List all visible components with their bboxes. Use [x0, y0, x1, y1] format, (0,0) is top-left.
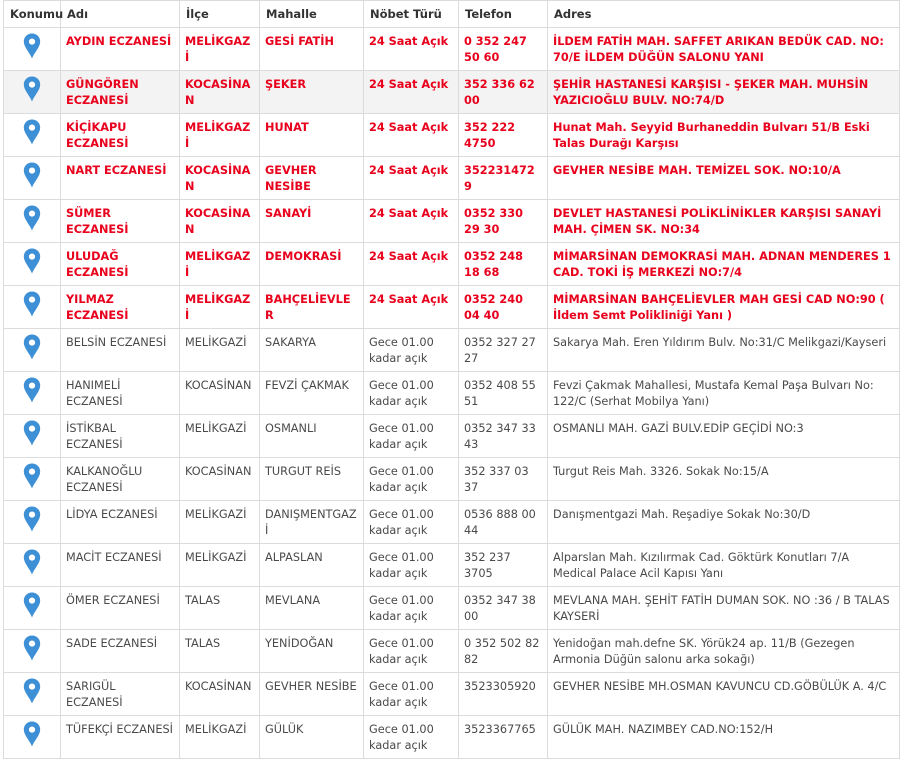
map-pin-icon[interactable]: [23, 291, 41, 317]
address-cell: Danışmentgazi Mah. Reşadiye Sokak No:30/D: [548, 501, 900, 544]
neighborhood-cell: SAKARYA: [260, 329, 364, 372]
pharmacy-name: AYDIN ECZANESİ: [61, 28, 180, 71]
neighborhood-cell: MEVLANA: [260, 587, 364, 630]
table-row: [4, 587, 900, 630]
duty-type-cell: Gece 01.00 kadar açık: [364, 587, 459, 630]
table-row: [4, 716, 900, 759]
neighborhood-cell: YENİDOĞAN: [260, 630, 364, 673]
location-cell: [4, 716, 61, 759]
duty-type-cell: 24 Saat Açık: [364, 28, 459, 71]
neighborhood-cell: TURGUT REİS: [260, 458, 364, 501]
pharmacy-name: SÜMER ECZANESİ: [61, 200, 180, 243]
neighborhood-cell: BAHÇELİEVLER: [260, 286, 364, 329]
district-cell: KOCASİNAN: [180, 71, 260, 114]
phone-cell: 0352 327 27 27: [459, 329, 548, 372]
location-cell: [4, 458, 61, 501]
phone-cell: 0 352 502 82 82: [459, 630, 548, 673]
location-cell: [4, 501, 61, 544]
neighborhood-cell: DEMOKRASİ: [260, 243, 364, 286]
location-cell: [4, 114, 61, 157]
pharmacy-name: KALKANOĞLU ECZANESİ: [61, 458, 180, 501]
column-header-phone: Telefon: [459, 1, 548, 28]
phone-cell: 352 337 03 37: [459, 458, 548, 501]
neighborhood-cell: ALPASLAN: [260, 544, 364, 587]
map-pin-icon[interactable]: [23, 334, 41, 360]
district-cell: MELİKGAZİ: [180, 544, 260, 587]
duty-type-cell: 24 Saat Açık: [364, 71, 459, 114]
pharmacy-name: TÜFEKÇİ ECZANESİ: [61, 716, 180, 759]
table-row: [4, 114, 900, 157]
address-cell: İLDEM FATİH MAH. SAFFET ARIKAN BEDÜK CAD. NO: 70/E İLDEM DÜĞÜN SALONU YANI: [548, 28, 900, 71]
duty-type-cell: Gece 01.00 kadar açık: [364, 415, 459, 458]
address-cell: MİMARSİNAN DEMOKRASİ MAH. ADNAN MENDERES 1 CAD. TOKİ İŞ MERKEZİ NO:7/4: [548, 243, 900, 286]
address-cell: Turgut Reis Mah. 3326. Sokak No:15/A: [548, 458, 900, 501]
table-row: [4, 415, 900, 458]
location-cell: [4, 157, 61, 200]
district-cell: TALAS: [180, 630, 260, 673]
pharmacy-name: NART ECZANESİ: [61, 157, 180, 200]
pharmacy-table: [3, 0, 900, 759]
pharmacy-name: KİÇİKAPU ECZANESİ: [61, 114, 180, 157]
column-header-location: Konumu: [4, 1, 61, 28]
address-cell: GEVHER NESİBE MH.OSMAN KAVUNCU CD.GÖBÜLÜK A. 4/C: [548, 673, 900, 716]
map-pin-icon[interactable]: [23, 76, 41, 102]
duty-type-cell: Gece 01.00 kadar açık: [364, 458, 459, 501]
column-header-duty-type: Nöbet Türü: [364, 1, 459, 28]
district-cell: MELİKGAZİ: [180, 286, 260, 329]
pharmacy-name: YILMAZ ECZANESİ: [61, 286, 180, 329]
column-header-neighborhood: Mahalle: [260, 1, 364, 28]
address-cell: GEVHER NESİBE MAH. TEMİZEL SOK. NO:10/A: [548, 157, 900, 200]
location-cell: [4, 630, 61, 673]
map-pin-icon[interactable]: [23, 248, 41, 274]
phone-cell: 0536 888 00 44: [459, 501, 548, 544]
district-cell: KOCASİNAN: [180, 673, 260, 716]
location-cell: [4, 372, 61, 415]
location-cell: [4, 286, 61, 329]
table-row: [4, 458, 900, 501]
duty-type-cell: Gece 01.00 kadar açık: [364, 329, 459, 372]
pharmacy-name: GÜNGÖREN ECZANESİ: [61, 71, 180, 114]
phone-cell: 0352 330 29 30: [459, 200, 548, 243]
duty-type-cell: Gece 01.00 kadar açık: [364, 673, 459, 716]
neighborhood-cell: GESİ FATİH: [260, 28, 364, 71]
neighborhood-cell: HUNAT: [260, 114, 364, 157]
pharmacy-name: ÖMER ECZANESİ: [61, 587, 180, 630]
map-pin-icon[interactable]: [23, 205, 41, 231]
neighborhood-cell: GEVHER NESİBE: [260, 673, 364, 716]
map-pin-icon[interactable]: [23, 592, 41, 618]
location-cell: [4, 28, 61, 71]
district-cell: MELİKGAZİ: [180, 716, 260, 759]
duty-type-cell: Gece 01.00 kadar açık: [364, 501, 459, 544]
location-cell: [4, 200, 61, 243]
pharmacy-name: LİDYA ECZANESİ: [61, 501, 180, 544]
map-pin-icon[interactable]: [23, 635, 41, 661]
district-cell: MELİKGAZİ: [180, 28, 260, 71]
neighborhood-cell: DANIŞMENTGAZİ: [260, 501, 364, 544]
address-cell: MİMARSİNAN BAHÇELİEVLER MAH GESİ CAD NO:90 ( İldem Semt Polikliniği Yanı ): [548, 286, 900, 329]
table-row: [4, 501, 900, 544]
duty-type-cell: Gece 01.00 kadar açık: [364, 544, 459, 587]
table-row: [4, 329, 900, 372]
pharmacy-name: BELSİN ECZANESİ: [61, 329, 180, 372]
column-header-district: İlçe: [180, 1, 260, 28]
neighborhood-cell: OSMANLI: [260, 415, 364, 458]
phone-cell: 0352 248 18 68: [459, 243, 548, 286]
address-cell: Sakarya Mah. Eren Yıldırım Bulv. No:31/C Melikgazi/Kayseri: [548, 329, 900, 372]
neighborhood-cell: FEVZİ ÇAKMAK: [260, 372, 364, 415]
district-cell: KOCASİNAN: [180, 458, 260, 501]
phone-cell: 0352 408 55 51: [459, 372, 548, 415]
location-cell: [4, 544, 61, 587]
table-row: [4, 200, 900, 243]
district-cell: MELİKGAZİ: [180, 243, 260, 286]
duty-type-cell: 24 Saat Açık: [364, 114, 459, 157]
location-cell: [4, 243, 61, 286]
table-row: [4, 71, 900, 114]
address-cell: OSMANLI MAH. GAZİ BULV.EDİP GEÇİDİ NO:3: [548, 415, 900, 458]
district-cell: MELİKGAZİ: [180, 415, 260, 458]
phone-cell: 352 336 62 00: [459, 71, 548, 114]
duty-type-cell: 24 Saat Açık: [364, 157, 459, 200]
map-pin-icon[interactable]: [23, 162, 41, 188]
map-pin-icon[interactable]: [23, 33, 41, 59]
address-cell: MEVLANA MAH. ŞEHİT FATİH DUMAN SOK. NO :36 / B TALAS KAYSERİ: [548, 587, 900, 630]
location-cell: [4, 71, 61, 114]
district-cell: MELİKGAZİ: [180, 329, 260, 372]
pharmacy-name: HANIMELİ ECZANESİ: [61, 372, 180, 415]
phone-cell: 0352 240 04 40: [459, 286, 548, 329]
phone-cell: 0352 347 33 43: [459, 415, 548, 458]
table-row: [4, 286, 900, 329]
address-cell: Fevzi Çakmak Mahallesi, Mustafa Kemal Paşa Bulvarı No: 122/C (Serhat Mobilya Yanı): [548, 372, 900, 415]
address-cell: Yenidoğan mah.defne SK. Yörük24 ap. 11/B (Gezegen Armonia Düğün salonu arka sokağı): [548, 630, 900, 673]
table-row: [4, 372, 900, 415]
neighborhood-cell: SANAYİ: [260, 200, 364, 243]
duty-type-cell: Gece 01.00 kadar açık: [364, 372, 459, 415]
duty-type-cell: Gece 01.00 kadar açık: [364, 716, 459, 759]
duty-type-cell: 24 Saat Açık: [364, 200, 459, 243]
map-pin-icon[interactable]: [23, 463, 41, 489]
phone-cell: 3523367765: [459, 716, 548, 759]
column-header-address: Adres: [548, 1, 900, 28]
district-cell: MELİKGAZİ: [180, 114, 260, 157]
address-cell: DEVLET HASTANESİ POLİKLİNİKLER KARŞISI SANAYİ MAH. ÇİMEN SK. NO:34: [548, 200, 900, 243]
map-pin-icon[interactable]: [23, 721, 41, 747]
map-pin-icon[interactable]: [23, 549, 41, 575]
duty-type-cell: 24 Saat Açık: [364, 243, 459, 286]
map-pin-icon[interactable]: [23, 678, 41, 704]
neighborhood-cell: ŞEKER: [260, 71, 364, 114]
phone-cell: 352 237 3705: [459, 544, 548, 587]
table-header-row: [4, 1, 900, 28]
table-row: [4, 673, 900, 716]
district-cell: KOCASİNAN: [180, 200, 260, 243]
phone-cell: 0 352 247 50 60: [459, 28, 548, 71]
table-row: [4, 544, 900, 587]
map-pin-icon[interactable]: [23, 420, 41, 446]
table-row: [4, 243, 900, 286]
phone-cell: 352 222 4750: [459, 114, 548, 157]
map-pin-icon[interactable]: [23, 377, 41, 403]
address-cell: GÜLÜK MAH. NAZIMBEY CAD.NO:152/H: [548, 716, 900, 759]
duty-type-cell: 24 Saat Açık: [364, 286, 459, 329]
district-cell: KOCASİNAN: [180, 372, 260, 415]
neighborhood-cell: GÜLÜK: [260, 716, 364, 759]
column-header-name: Adı: [61, 1, 180, 28]
table-row: [4, 630, 900, 673]
phone-cell: 3522314729: [459, 157, 548, 200]
pharmacy-name: ULUDAĞ ECZANESİ: [61, 243, 180, 286]
district-cell: TALAS: [180, 587, 260, 630]
location-cell: [4, 415, 61, 458]
table-row: [4, 28, 900, 71]
location-cell: [4, 673, 61, 716]
pharmacy-name: SADE ECZANESİ: [61, 630, 180, 673]
address-cell: Alparslan Mah. Kızılırmak Cad. Göktürk Konutları 7/A Medical Palace Acil Kapısı Yanı: [548, 544, 900, 587]
phone-cell: 0352 347 38 00: [459, 587, 548, 630]
address-cell: Hunat Mah. Seyyid Burhaneddin Bulvarı 51/B Eski Talas Durağı Karşısı: [548, 114, 900, 157]
address-cell: ŞEHİR HASTANESİ KARŞISI - ŞEKER MAH. MUHSİN YAZICIOĞLU BULV. NO:74/D: [548, 71, 900, 114]
district-cell: KOCASİNAN: [180, 157, 260, 200]
map-pin-icon[interactable]: [23, 119, 41, 145]
pharmacy-name: MACİT ECZANESİ: [61, 544, 180, 587]
neighborhood-cell: GEVHER NESİBE: [260, 157, 364, 200]
pharmacy-name: SARIGÜL ECZANESİ: [61, 673, 180, 716]
table-body: [4, 28, 900, 759]
phone-cell: 3523305920: [459, 673, 548, 716]
duty-type-cell: Gece 01.00 kadar açık: [364, 630, 459, 673]
pharmacy-name: İSTİKBAL ECZANESİ: [61, 415, 180, 458]
map-pin-icon[interactable]: [23, 506, 41, 532]
location-cell: [4, 329, 61, 372]
district-cell: MELİKGAZİ: [180, 501, 260, 544]
location-cell: [4, 587, 61, 630]
table-row: [4, 157, 900, 200]
